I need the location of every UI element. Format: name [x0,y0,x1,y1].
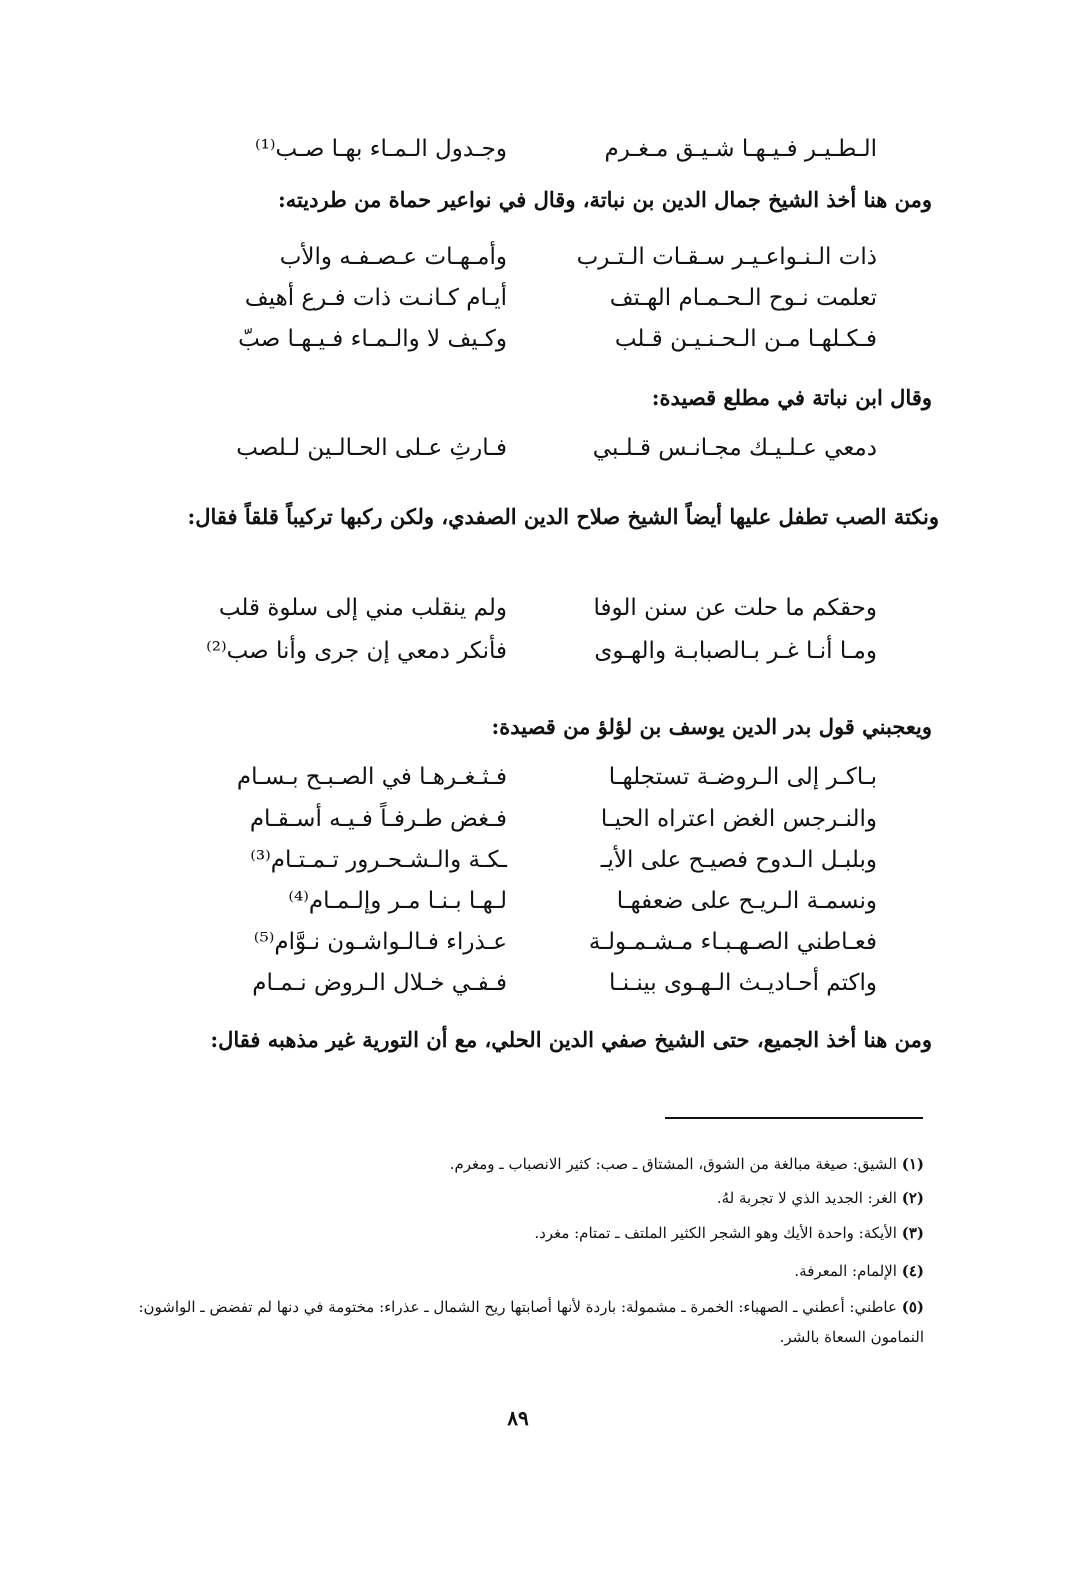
verse-hemistich-second: فـفـي خـلال الـروض نـمـام [252,970,507,996]
verse-hemistich-first: ذات الـنـواعـيـر سـقـات الـتـرب [576,244,877,270]
verse-hemistich-second: فـارثِ عـلى الحـالـين لـلصب [236,435,507,461]
footnote-text: الشيق: صيغة مبالغة من الشوق، المشتاق ـ صب: كثير الانصباب ـ ومغرم. [449,1155,897,1173]
footnote-text: عاطني: أعطني ـ الصهباء: الخمرة ـ مشمولة: باردة لأنها أصابتها ريح الشمال ـ عذراء: مختومة في دنها لم تفضض ـ الواشون: النمامون السعاة بالشر. [138,1298,924,1346]
verse-hemistich-first: واكتم أحـاديـث الـهـوى بينـنـا [608,970,877,996]
page-number: ٨٩ [507,1406,529,1430]
verse-hemistich-first: وحقكم ما حلت عن سنن الوفا [593,595,877,621]
verse-hemistich-second: ـكـة والـشـحـرور تـمـتـام⁽³⁾ [250,847,507,873]
footnote-separator [665,1117,923,1119]
footnote-text: الإلمام: المعرفة. [794,1262,897,1280]
footnote [112,1218,924,1248]
footnote-number: (٥) [901,1298,924,1316]
verse-line [177,763,877,791]
verse-hemistich-second: فـثـغـرهـا في الصـبـح بـسـام [236,764,507,790]
verse-hemistich-second: لـهـا بـنـا مـر وإلـمـام⁽⁴⁾ [288,888,507,914]
footnote [112,1149,924,1179]
footnote-number: (٣) [901,1224,924,1242]
verse-hemistich-first: ونسمـة الـريـح على ضعفهـا [616,888,877,914]
verse-line [177,594,877,622]
verse-hemistich-first: ومـا أنـا غـر بـالصبابـة والهـوى [594,638,877,664]
verse-hemistich-first: تعلمت نـوح الـحـمـام الهـتف [609,285,877,311]
verse-line [177,325,877,353]
verse-hemistich-first: دمعي عـلـيـك مجـانـس قـلـبي [592,435,877,461]
verse-line [177,434,877,462]
verse-hemistich-second: فأنكر دمعي إن جرى وأنا صب⁽²⁾ [206,638,507,664]
verse-hemistich-first: والنـرجس الغض اعتراه الحيـا [600,806,877,832]
verse-hemistich-second: وأمـهـات عـصـفـه والأب [279,244,507,270]
footnote-text: الغر: الجديد الذي لا تجربة لهُ. [716,1189,897,1207]
footnote [112,1183,924,1213]
footnote-text: الأيكة: واحدة الأيك وهو الشجر الكثير الملتف ـ تمتام: مغرد. [534,1224,897,1242]
paragraph: ونكتة الصب تطفل عليها أيضاً الشيخ صلاح الدين الصفدي، ولكن ركبها تركيباً قلقاً فقال: [187,504,939,529]
paragraph: ومن هنا أخذ الشيخ جمال الدين بن نباتة، وقال في نواعير حماة من طرديته: [277,187,932,212]
paragraph: وقال ابن نباتة في مطلع قصيدة: [651,385,932,410]
verse-hemistich-first: وبلبـل الـدوح فصيـح على الأيـ [600,847,877,873]
verse-hemistich-second: أيـام كـانـت ذات فـرع أهيف [244,285,507,311]
verse-line [177,637,877,665]
paragraph: ويعجبني قول بدر الدين يوسف بن لؤلؤ من قصيدة: [491,714,932,739]
footnote [112,1256,924,1286]
paragraph: ومن هنا أخذ الجميع، حتى الشيخ صفي الدين الحلي، مع أن التورية غير مذهبه فقال: [210,1027,932,1052]
footnote-number: (٢) [901,1189,924,1207]
verse-hemistich-second: وجـدول الـمـاء بهـا صـب⁽¹⁾ [254,136,507,162]
verse-line [177,928,877,956]
verse-hemistich-first: الـطـيـر فـيـهـا شـيـق مـغـرم [604,136,877,162]
verse-line [177,805,877,833]
verse-hemistich-first: فعـاطني الصـهـبـاء مـشـمـولـة [588,929,877,955]
footnote [109,1292,924,1352]
verse-hemistich-first: فـكـلهـا مـن الـحـنـيـن قـلب [614,326,877,352]
verse-line [177,284,877,312]
verse-hemistich-second: ولم ينقلب مني إلى سلوة قلب [218,595,507,621]
footnote-number: (٤) [901,1262,924,1280]
verse-hemistich-second: عـذراء فـالـواشـون نـوَّام⁽⁵⁾ [253,929,507,955]
verse-hemistich-second: وكـيف لا والـمـاء فـيـهـا صبّ [238,326,507,352]
verse-line [177,243,877,271]
verse-hemistich-second: فـغض طـرفـاً فـيـه أسـقـام [249,806,507,832]
verse-line [177,135,877,163]
verse-line [177,846,877,874]
footnote-number: (١) [901,1155,924,1173]
verse-line [177,887,877,915]
verse-hemistich-first: بـاكـر إلى الـروضـة تستجلهـا [608,764,877,790]
verse-line [177,969,877,997]
